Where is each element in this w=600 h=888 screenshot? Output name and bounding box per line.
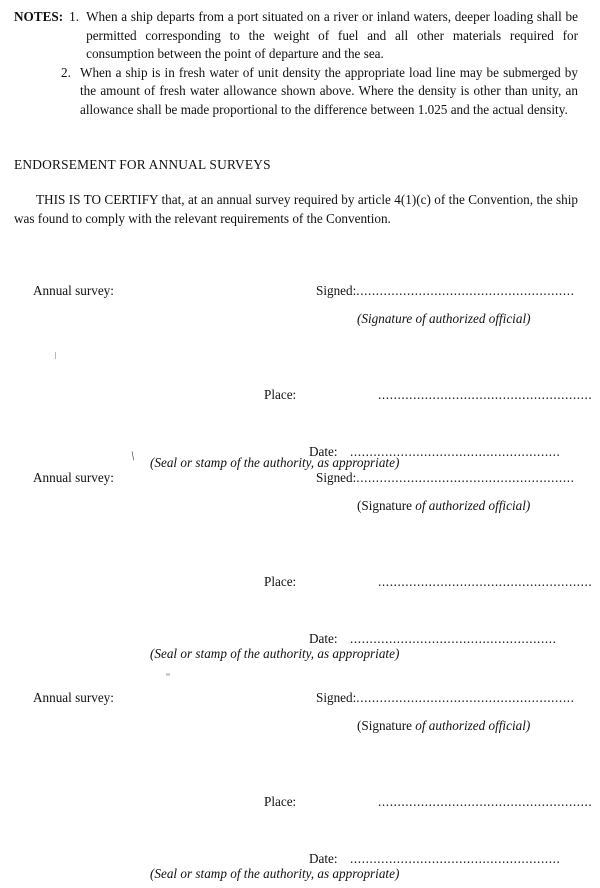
signature-caption-tail: of authorized official) bbox=[415, 498, 531, 513]
note-text: When a ship is in fresh water of unit density the appropriate load line may be submerged by the amount of fresh water allowance shown above. Where the density is other than unity, an allowance shall be made proportional to the difference between 1.025 and the actual density. bbox=[80, 64, 578, 117]
date-label: Date: bbox=[309, 444, 338, 459]
signature-caption bbox=[357, 498, 530, 514]
date-label: Date: bbox=[309, 851, 338, 866]
survey-signed-row bbox=[0, 283, 600, 305]
annual-survey-label: Annual survey: bbox=[33, 690, 114, 705]
section-intro bbox=[14, 190, 578, 228]
signed-field[interactable] bbox=[316, 470, 575, 486]
survey-signed-row bbox=[0, 690, 600, 712]
annual-survey-block bbox=[0, 470, 600, 661]
seal-caption: (Seal or stamp of the authority, as appropriate) bbox=[150, 646, 400, 661]
survey-signed-row bbox=[0, 470, 600, 492]
signed-label: Signed: bbox=[316, 690, 357, 705]
stray-mark bbox=[55, 352, 56, 359]
signature-caption: (Signature of authorized official) bbox=[357, 311, 531, 326]
signed-field[interactable] bbox=[316, 690, 575, 706]
place-label: Place: bbox=[264, 794, 297, 809]
place-dotted-line[interactable]: ....................................................... bbox=[378, 387, 593, 402]
signed-dotted-line: ........................................................ bbox=[356, 283, 575, 298]
annual-survey-block bbox=[0, 283, 600, 470]
seal-caption: (Seal or stamp of the authority, as appropriate) bbox=[150, 866, 400, 881]
stray-mark bbox=[166, 673, 170, 676]
note-number: 1. bbox=[69, 9, 79, 24]
signed-dotted-line: ........................................................ bbox=[356, 470, 575, 485]
signature-caption-tail: of authorized official) bbox=[415, 718, 531, 733]
note-item bbox=[14, 64, 578, 120]
survey-place-row bbox=[0, 794, 600, 816]
place-dotted-line[interactable]: ....................................................... bbox=[378, 574, 593, 589]
signed-label: Signed: bbox=[316, 283, 357, 298]
survey-place-row bbox=[0, 387, 600, 409]
place-label: Place: bbox=[264, 387, 297, 402]
date-dotted-line[interactable]: ...................................................... bbox=[350, 444, 561, 459]
note-number: 2. bbox=[61, 64, 71, 80]
section-intro-text: THIS IS TO CERTIFY that, at an annual survey required by article 4(1)(c) of the Convention, the ship was found to comply with the relevant requirements of the Convention. bbox=[14, 192, 578, 226]
seal-caption: (Seal or stamp of the authority, as appropriate) bbox=[150, 455, 400, 470]
place-dotted-line[interactable]: ....................................................... bbox=[378, 794, 593, 809]
annual-survey-label: Annual survey: bbox=[33, 283, 114, 298]
annual-survey-block bbox=[0, 690, 600, 881]
date-dotted-line[interactable]: ..................................................... bbox=[350, 631, 557, 646]
place-label: Place: bbox=[264, 574, 297, 589]
notes-label: NOTES: bbox=[14, 9, 64, 24]
signature-caption-lead: (Signature bbox=[357, 718, 416, 733]
signed-dotted-line: ........................................................ bbox=[356, 690, 575, 705]
note-item bbox=[14, 8, 578, 64]
annual-survey-label: Annual survey: bbox=[33, 470, 114, 485]
signature-caption bbox=[357, 718, 530, 734]
notes-section bbox=[14, 8, 578, 120]
signed-field[interactable] bbox=[316, 283, 575, 299]
signature-caption-lead: (Signature bbox=[357, 498, 416, 513]
stray-pen-mark: \ bbox=[130, 447, 136, 464]
date-dotted-line[interactable]: ...................................................... bbox=[350, 851, 561, 866]
signed-label: Signed: bbox=[316, 470, 357, 485]
note-text: When a ship departs from a port situated on a river or inland waters, deeper loading shall be permitted corresponding to the weight of fuel and all other materials required for consumption between the point of departure and the sea. bbox=[86, 9, 578, 62]
date-label: Date: bbox=[309, 631, 338, 646]
section-heading: ENDORSEMENT FOR ANNUAL SURVEYS bbox=[14, 157, 271, 172]
survey-place-row bbox=[0, 574, 600, 596]
